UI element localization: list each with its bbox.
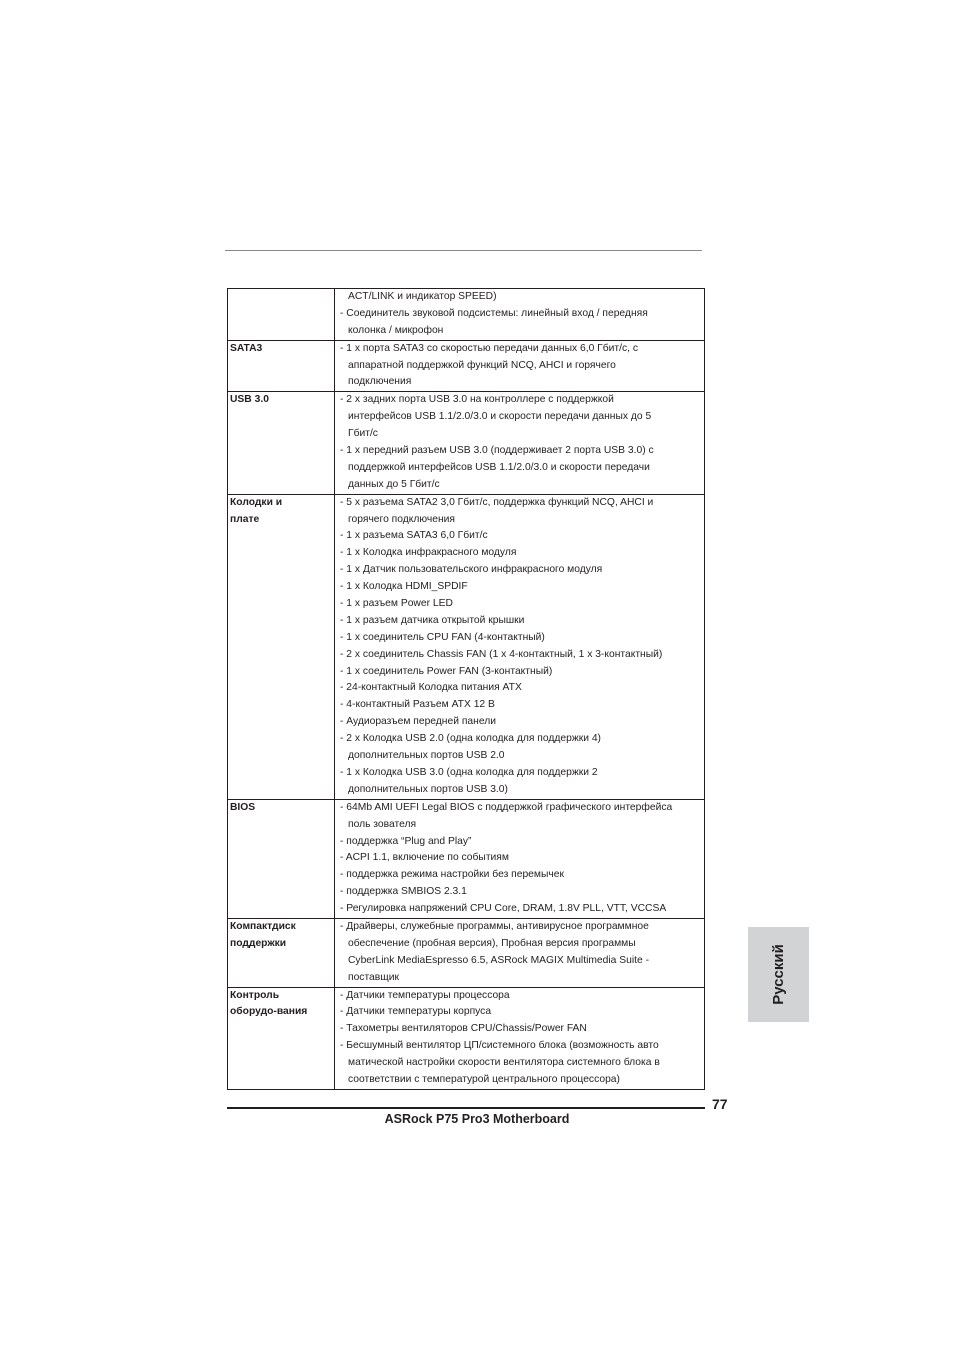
spec-line: - 5 x разъема SATA2 3,0 Гбит/с, поддержка функций NCQ, AHCI и [340, 496, 654, 508]
spec-line: горячего подключения [348, 513, 455, 525]
spec-line: поддержкой интерфейсов USB 1.1/2.0/3.0 и скорости передачи [348, 461, 650, 473]
spec-line: - 1 x соединитель Power FAN (3-контактный) [340, 665, 553, 677]
page-number: 77 [712, 1096, 728, 1112]
spec-row-content [335, 340, 705, 392]
spec-row-label [228, 340, 335, 392]
spec-row-content [335, 799, 705, 918]
spec-row-label [228, 392, 335, 494]
spec-line: матической настройки скорости вентилятора системного блока в [348, 1057, 660, 1069]
spec-row-label [228, 289, 335, 341]
spec-row [228, 289, 705, 341]
spec-row [228, 340, 705, 392]
spec-line: - Тахометры вентиляторов CPU/Chassis/Power FAN [340, 1023, 587, 1035]
spec-table-body [228, 289, 705, 1090]
spec-line: Гбит/с [348, 428, 378, 440]
spec-line: - Драйверы, служебные программы, антивирусное программное [340, 920, 649, 932]
spec-line: - Датчики температуры корпуса [340, 1006, 492, 1018]
spec-line: - Соединитель звуковой подсистемы: линейный вход / передняя [340, 307, 648, 319]
spec-line: - 64Mb AMI UEFI Legal BIOS с поддержкой графического интерфейса [340, 801, 673, 813]
spec-line: - 24-контактный Колодка питания ATX [340, 682, 522, 694]
spec-line: - 1 x Датчик пользовательского инфракрасного модуля [340, 564, 603, 576]
spec-row-content [335, 289, 705, 341]
spec-line: поль зователя [348, 818, 417, 830]
spec-line: - Аудиоразъем передней панели [340, 716, 496, 728]
spec-line: дополнительных портов USB 3.0) [348, 783, 508, 795]
spec-row [228, 392, 705, 494]
spec-line: CyberLink MediaEspresso 6.5, ASRock MAGIX Multimedia Suite - [348, 954, 650, 966]
spec-line: - 2 x соединитель Chassis FAN (1 x 4-контактный, 1 x 3-контактный) [340, 648, 663, 660]
spec-line: - 1 x соединитель CPU FAN (4-контактный) [340, 631, 545, 643]
bottom-rule [227, 1107, 705, 1109]
spec-label-line: BIOS [230, 801, 256, 813]
spec-label-line: оборудо-вания [230, 1006, 308, 1018]
spec-line: дополнительных портов USB 2.0 [348, 750, 505, 762]
spec-line: - 1 x Колодка HDMI_SPDIF [340, 581, 468, 593]
spec-line: - 2 x задних порта USB 3.0 на контроллере с поддержкой [340, 394, 614, 406]
spec-line: - Датчики температуры процессора [340, 989, 510, 1001]
spec-row-label [228, 799, 335, 918]
spec-line: - Бесшумный вентилятор ЦП/системного блока (возможность авто [340, 1040, 659, 1052]
spec-line: - 1 x порта SATA3 со скоростью передачи данных 6,0 Гбит/с, с [340, 342, 638, 354]
spec-line: подключения [348, 376, 412, 388]
spec-label-line: Компактдиск [230, 920, 296, 932]
spec-line: - 1 x Колодка инфракрасного модуля [340, 547, 517, 559]
spec-line: - 2 x Колодка USB 2.0 (одна колодка для поддержки 4) [340, 733, 601, 745]
spec-line: данных до 5 Гбит/с [348, 478, 440, 490]
spec-label-line: плате [230, 513, 260, 525]
top-rule [225, 250, 702, 251]
spec-line: аппаратной поддержкой функций NCQ, AHCI и горячего [348, 359, 616, 371]
spec-line: - Регулировка напряжений CPU Core, DRAM, 1.8V PLL, VTT, VCCSA [340, 903, 667, 915]
spec-label-line: Колодки и [230, 496, 283, 508]
spec-row-content [335, 392, 705, 494]
spec-label-line: SATA3 [230, 342, 263, 354]
spec-row-label [228, 918, 335, 987]
spec-line: колонка / микрофон [348, 324, 444, 336]
language-side-tab-label: Русский [769, 944, 787, 1005]
spec-line: - поддержка режима настройки без перемычек [340, 869, 564, 881]
spec-table [227, 288, 705, 1090]
spec-row-label [228, 987, 335, 1089]
spec-line: - 1 x разъема SATA3 6,0 Гбит/с [340, 530, 488, 542]
spec-row-content [335, 987, 705, 1089]
spec-row-content [335, 494, 705, 799]
spec-label-line: USB 3.0 [230, 394, 269, 406]
spec-line: - 1 x передний разъем USB 3.0 (поддерживает 2 порта USB 3.0) с [340, 445, 654, 457]
spec-row [228, 987, 705, 1089]
spec-line: поставщик [348, 971, 399, 983]
spec-row [228, 494, 705, 799]
footer-title: ASRock P75 Pro3 Motherboard [384, 1112, 570, 1126]
spec-line: - 4-контактный Разъем ATX 12 В [340, 699, 495, 711]
spec-line: - 1 x разъем датчика открытой крышки [340, 614, 525, 626]
spec-line: - 1 x разъем Power LED [340, 598, 453, 610]
spec-row [228, 918, 705, 987]
spec-line: обеспечение (пробная версия), Пробная версия программы [348, 937, 636, 949]
spec-line: - 1 x Колодка USB 3.0 (одна колодка для поддержки 2 [340, 766, 598, 778]
spec-line: интерфейсов USB 1.1/2.0/3.0 и скорости передачи данных до 5 [348, 411, 652, 423]
spec-line: - поддержка SMBIOS 2.3.1 [340, 886, 467, 898]
spec-row-content [335, 918, 705, 987]
spec-row-label [228, 494, 335, 799]
spec-line: соответствии с температурой центрального процессора) [348, 1073, 620, 1085]
spec-row [228, 799, 705, 918]
spec-line: ACT/LINK и индикатор SPEED) [348, 291, 497, 302]
spec-line: - ACPI 1.1, включение по событиям [340, 852, 509, 864]
language-side-tab [748, 927, 809, 1022]
spec-label-line: поддержки [230, 937, 287, 949]
spec-label-line: Контроль [230, 989, 280, 1001]
spec-line: - поддержка “Plug and Play” [340, 835, 472, 847]
